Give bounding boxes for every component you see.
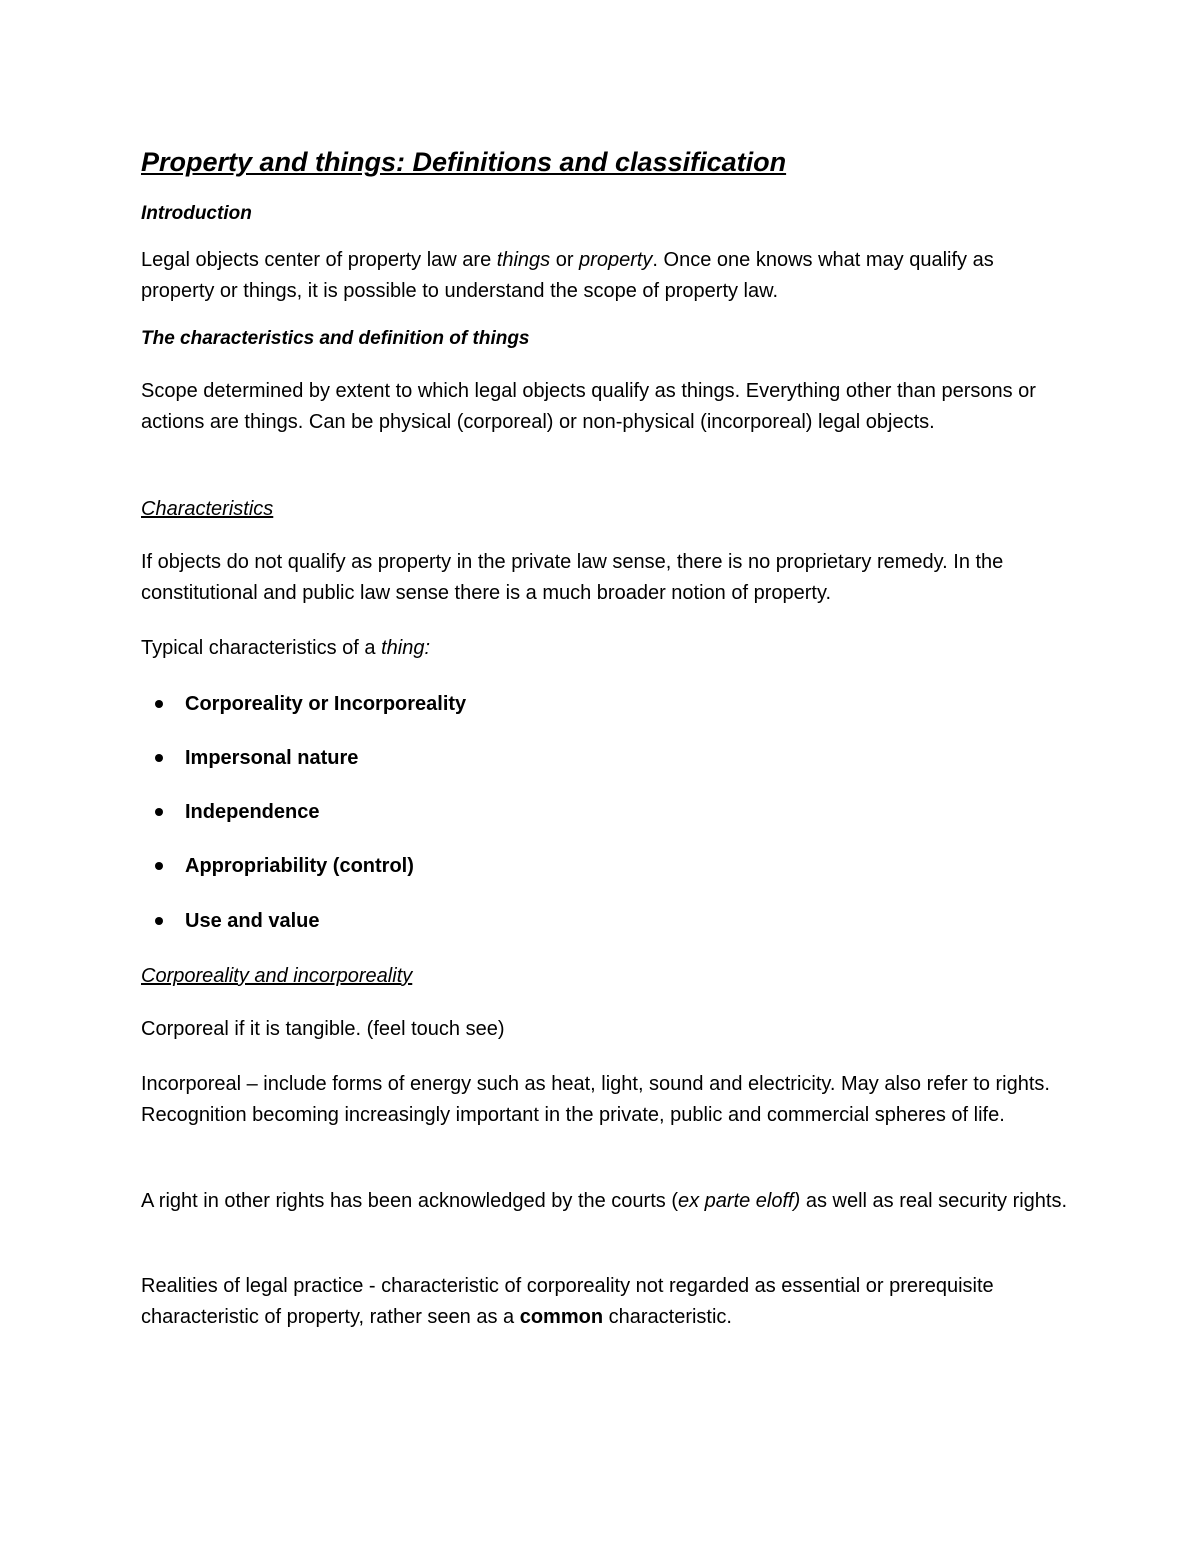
realities-text-2: characteristic. [603, 1306, 732, 1328]
typical-lead: Typical characteristics of a [141, 637, 382, 659]
rights-text-2: as well as real security rights. [800, 1190, 1068, 1212]
typical-thing-term: thing: [381, 637, 431, 659]
list-item: Impersonal nature [185, 744, 358, 772]
list-item: Use and value [185, 907, 320, 935]
bullet-icon [155, 862, 163, 870]
list-item: Appropriability (control) [185, 852, 414, 880]
introduction-paragraph [141, 245, 1071, 307]
rights-text-1: A right in other rights has been acknowledged by the courts ( [141, 1190, 678, 1212]
document-page [141, 0, 1071, 1553]
characteristics-heading: Characteristics [141, 498, 274, 520]
incorporeal-paragraph: Incorporeal – include forms of energy such as heat, light, sound and electricity. May also refer to rights. Recognition becoming increasingly important in the private, public and commercial spheres of life. [141, 1073, 1050, 1126]
realities-paragraph [141, 1271, 1071, 1333]
intro-text-1: Legal objects center of property law are [141, 249, 497, 271]
bullet-icon [155, 917, 163, 925]
intro-term-property: property [579, 249, 653, 271]
scope-paragraph: Scope determined by extent to which legal objects qualify as things. Everything other than persons or actions are things. Can be physical (corporeal) or non-physical (incorporeal) legal objects. [141, 380, 1036, 433]
intro-text-2: . Once one knows what may qualify as property or things, it is possible to understand the scope of property law. [141, 249, 994, 302]
bullet-icon [155, 808, 163, 816]
common-term: common [519, 1306, 604, 1328]
case-name: ex parte eloff) [677, 1190, 801, 1212]
typical-characteristics-paragraph [141, 633, 1071, 664]
introduction-heading: Introduction [141, 203, 252, 224]
bullet-icon [155, 700, 163, 708]
bullet-icon [155, 754, 163, 762]
list-item: Independence [185, 798, 319, 826]
intro-term-things: things [496, 249, 551, 271]
intro-text-or: or [550, 249, 580, 271]
rights-paragraph [141, 1186, 1071, 1217]
characteristics-definition-heading: The characteristics and definition of things [141, 328, 530, 349]
realities-text-1: Realities of legal practice - characteristic of corporeality not regarded as essential or prerequisite characteristic of property, rather seen as a [141, 1275, 994, 1328]
corporeality-heading: Corporeality and incorporeality [141, 965, 413, 987]
page-title: Property and things: Definitions and classification [141, 147, 787, 177]
characteristics-paragraph: If objects do not qualify as property in the private law sense, there is no proprietary remedy. In the constitutional and public law sense there is a much broader notion of property. [141, 551, 1004, 604]
list-item: Corporeality or Incorporeality [185, 690, 466, 718]
corporeal-paragraph: Corporeal if it is tangible. (feel touch see) [141, 1018, 505, 1040]
